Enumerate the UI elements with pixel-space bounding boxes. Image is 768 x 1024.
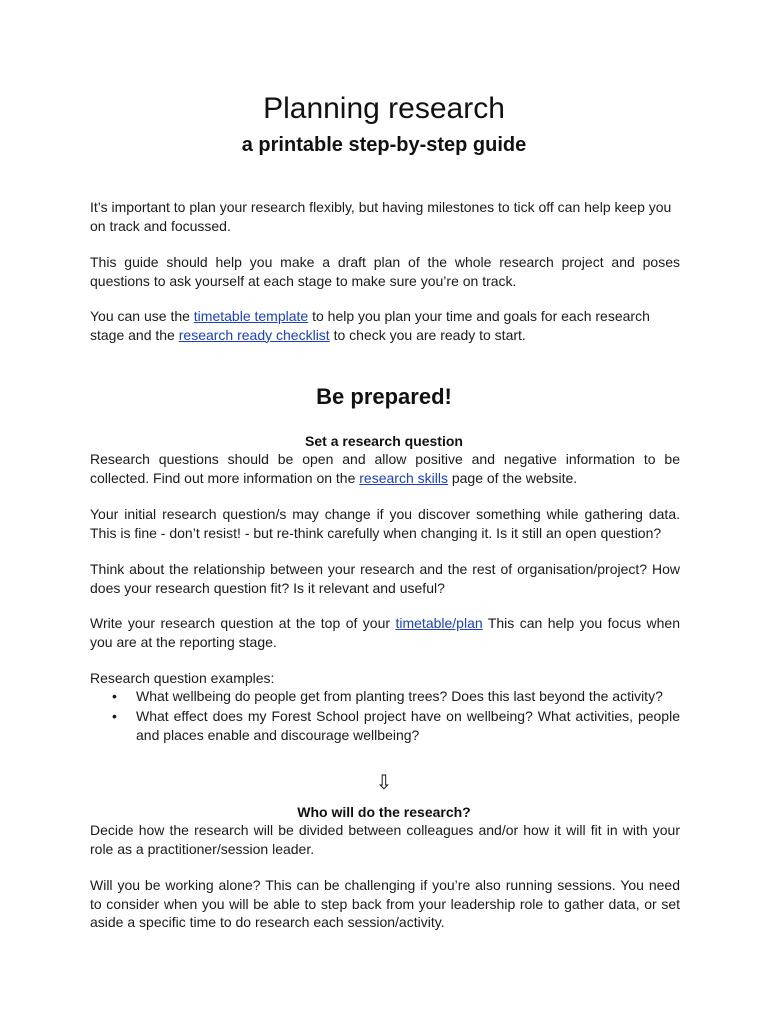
down-arrow-icon: ⇩ (375, 770, 393, 794)
intro-p3-text-after: to check you are ready to start. (329, 326, 526, 343)
intro-p3-text-before: You can use the (90, 308, 194, 324)
page-title: Planning research (263, 92, 505, 125)
examples-label: Research question examples: (90, 670, 275, 686)
section-heading-be-prepared: Be prepared! (316, 384, 452, 409)
research-question-paragraph-1 (90, 450, 680, 487)
research-question-paragraph-4 (90, 614, 680, 651)
bullet-icon: • (112, 688, 117, 704)
intro-paragraph-3 (90, 307, 680, 344)
subheading-who-will-do-research: Who will do the research? (297, 804, 471, 820)
timetable-plan-link[interactable]: timetable/plan (395, 615, 483, 631)
research-question-paragraph-3: Think about the relationship between your research and the rest of organisation/project? How does your research question fit? Is it relevant and useful? (90, 561, 680, 596)
example-text: What effect does my Forest School project have on wellbeing? What activities, people and places enable and discourage wellbeing? (136, 708, 680, 743)
research-skills-link[interactable]: research skills (359, 469, 448, 486)
who-paragraph-1: Decide how the research will be divided between colleagues and/or how it will fit in with your role as a practitioner/session leader. (90, 822, 680, 857)
rq-p1-text-before: Research questions should be open and allow positive and negative information to be collected. Find out more information on the (90, 451, 680, 486)
research-ready-checklist-link[interactable]: research ready checklist (178, 326, 330, 343)
intro-paragraph-2: This guide should help you make a draft plan of the whole research project and poses questions to ask yourself at each stage to make sure you’re on track. (90, 254, 680, 289)
page-subtitle: a printable step-by-step guide (241, 134, 527, 156)
research-question-paragraph-2: Your initial research question/s may change if you discover something while gathering data. This is fine - don’t resist! - but re-think carefully when changing it. Is it still an open question? (90, 506, 680, 541)
intro-paragraph-1: It’s important to plan your research flexibly, but having milestones to tick off can help keep you on track and focussed. (90, 199, 672, 234)
who-paragraph-2: Will you be working alone? This can be challenging if you’re also running sessions. You need to consider when you will be able to step back from your leadership role to gather data, or set aside a specific time to do research each session/activity. (90, 877, 680, 930)
list-item (90, 707, 680, 744)
subheading-set-research-question: Set a research question (305, 433, 463, 449)
examples-list (90, 687, 680, 746)
list-item (90, 687, 680, 706)
example-text: What wellbeing do people get from planting trees? Does this last beyond the activity? (136, 688, 663, 704)
rq-p1-text-after: page of the website. (447, 469, 578, 486)
bullet-icon: • (112, 708, 117, 724)
timetable-template-link[interactable]: timetable template (193, 308, 309, 324)
intro-p3-text-middle: to help you plan your time and goals for each research stage and the (90, 308, 650, 343)
rq-p4-text-after: This can help you focus when you are at the reporting stage. (90, 615, 681, 650)
rq-p4-text-before: Write your research question at the top of your (90, 615, 396, 631)
